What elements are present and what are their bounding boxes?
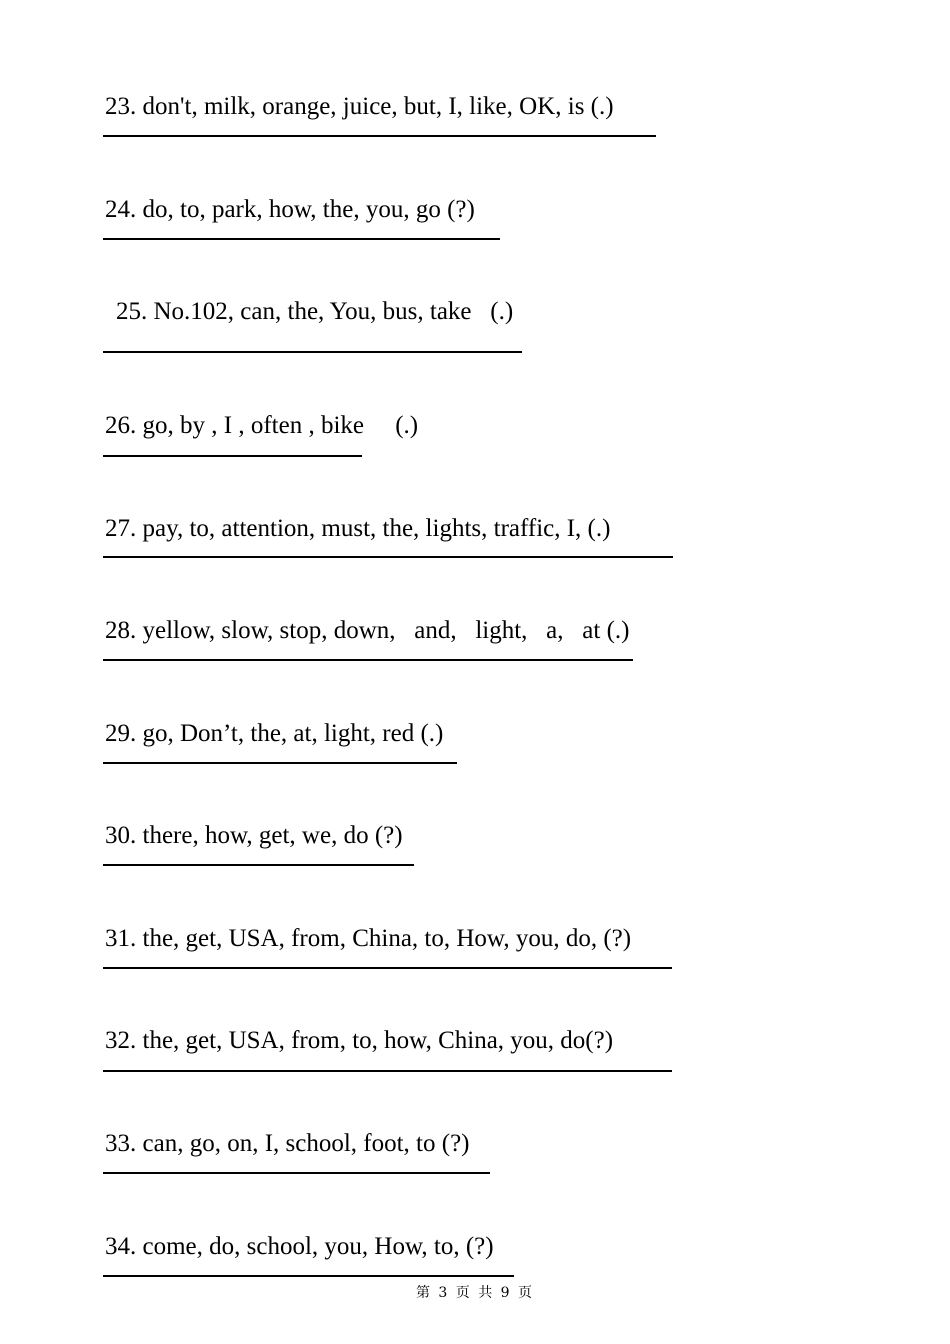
question-words: pay, to, attention, must, the, lights, traffic, I, (.) [142, 515, 611, 542]
question-number: 30. [105, 822, 137, 849]
question-words: do, to, park, how, the, you, go (?) [142, 196, 475, 223]
question-number: 31. [105, 925, 137, 952]
question-number: 34. [105, 1233, 137, 1260]
answer-line-27[interactable] [103, 556, 673, 558]
answer-line-31[interactable] [103, 967, 672, 969]
answer-line-29[interactable] [103, 762, 457, 764]
answer-line-26[interactable] [103, 455, 362, 457]
question-number: 25. [116, 298, 148, 325]
question-words: come, do, school, you, How, to, (?) [142, 1233, 494, 1260]
question-number: 33. [105, 1130, 137, 1157]
answer-line-24[interactable] [103, 238, 500, 240]
question-27 [80, 484, 610, 574]
question-25 [91, 267, 513, 357]
question-32 [80, 996, 613, 1086]
question-words: there, how, get, we, do (?) [142, 822, 403, 849]
answer-line-23[interactable] [103, 135, 656, 137]
answer-line-33[interactable] [103, 1172, 490, 1174]
question-words: don't, milk, orange, juice, but, I, like, OK, is (.) [142, 93, 614, 120]
question-24 [80, 165, 475, 255]
question-words: can, go, on, I, school, foot, to (?) [142, 1130, 470, 1157]
answer-line-25[interactable] [103, 351, 522, 353]
answer-line-30[interactable] [103, 864, 414, 866]
question-33 [80, 1099, 470, 1189]
page-footer: 第 3 页 共 9 页 [415, 1285, 535, 1301]
question-words: go, Don’t, the, at, light, red (.) [142, 720, 444, 747]
question-number: 24. [105, 196, 137, 223]
question-23 [80, 62, 614, 152]
question-words: No.102, can, the, You, bus, take (.) [153, 298, 514, 325]
question-number: 27. [105, 515, 137, 542]
question-words: the, get, USA, from, to, how, China, you, do(?) [142, 1027, 614, 1054]
question-26 [80, 381, 418, 471]
answer-line-32[interactable] [103, 1070, 672, 1072]
question-29 [80, 689, 443, 779]
question-number: 32. [105, 1027, 137, 1054]
question-words: yellow, slow, stop, down, and, light, a, at (.) [142, 617, 630, 644]
question-words: go, by , I , often , bike (.) [142, 412, 419, 439]
question-number: 29. [105, 720, 137, 747]
question-28 [80, 586, 629, 676]
question-words: the, get, USA, from, China, to, How, you, do, (?) [142, 925, 632, 952]
question-34 [80, 1202, 494, 1292]
question-31 [80, 894, 631, 984]
answer-line-28[interactable] [103, 659, 633, 661]
question-number: 28. [105, 617, 137, 644]
answer-line-34[interactable] [103, 1275, 514, 1277]
question-number: 26. [105, 412, 137, 439]
question-30 [80, 791, 403, 881]
question-number: 23. [105, 93, 137, 120]
